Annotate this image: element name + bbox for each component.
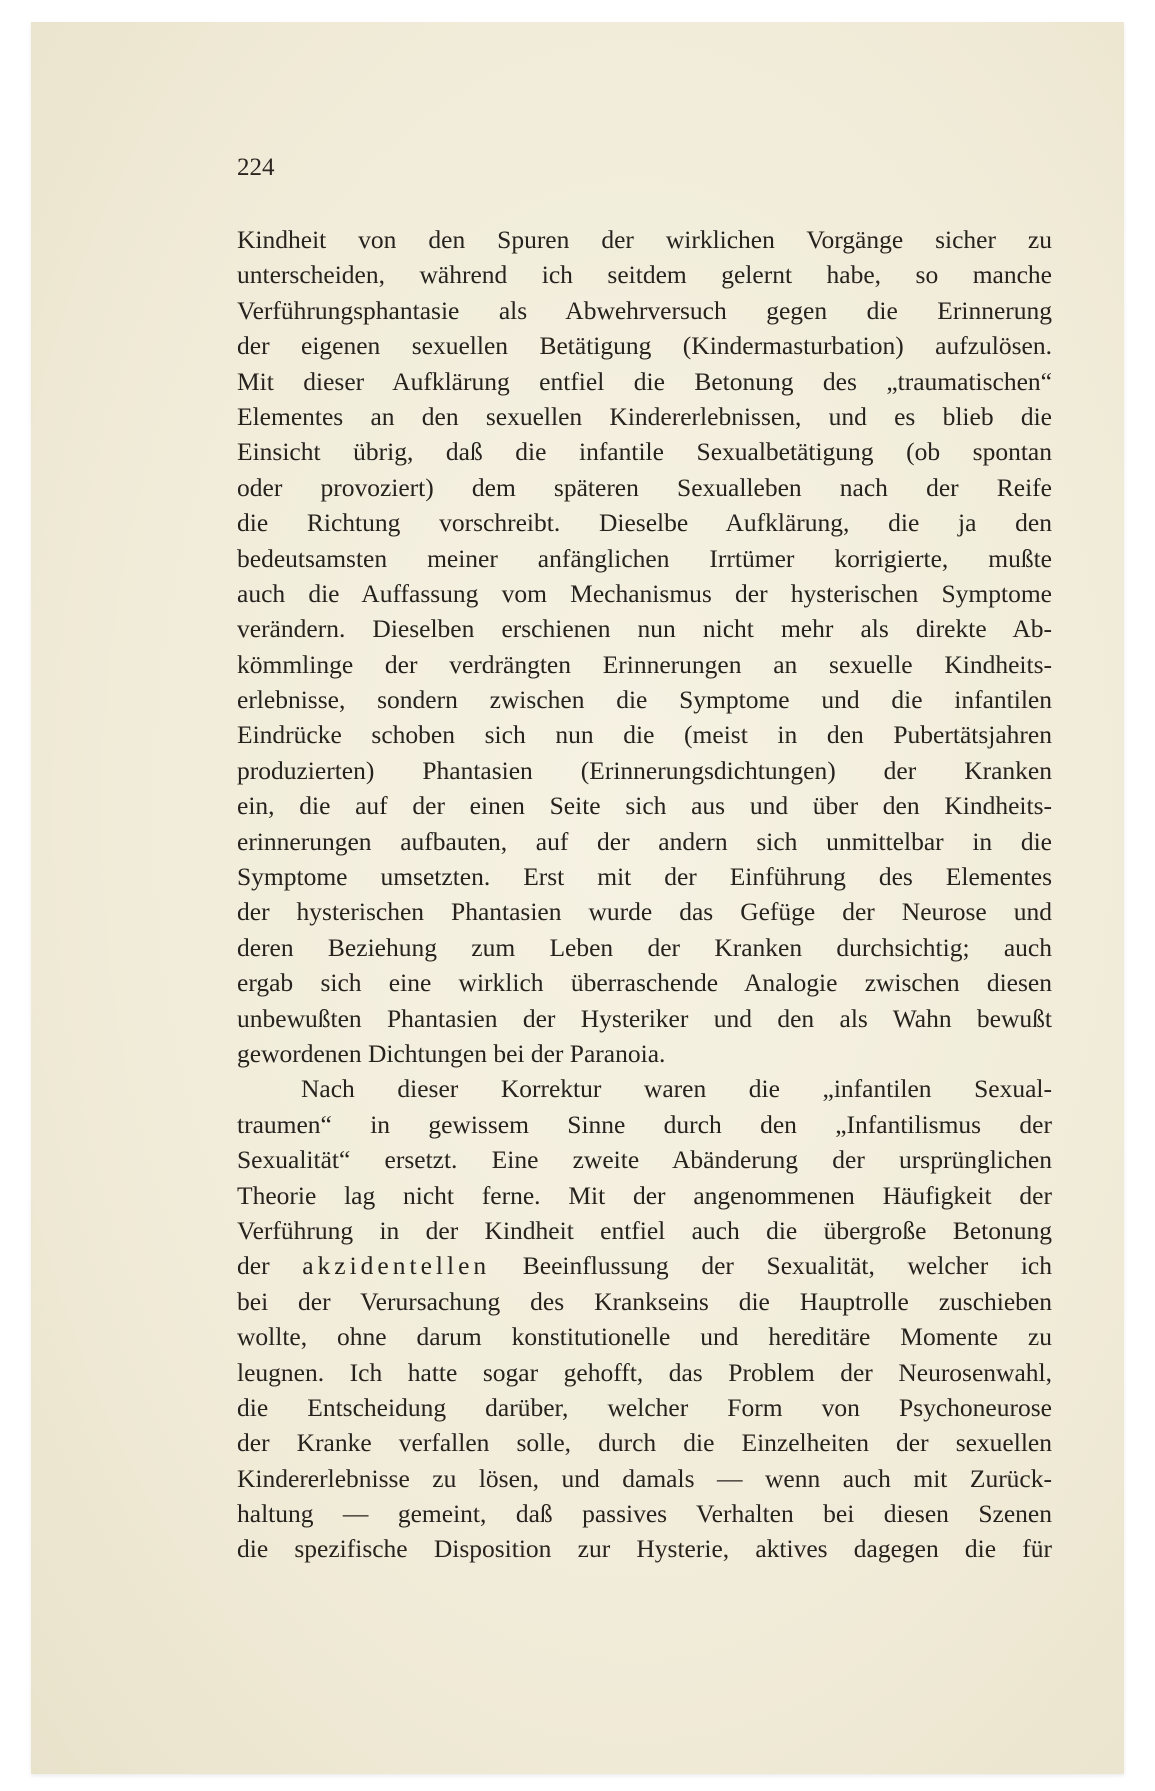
text-line: die spezifische Disposition zur Hysterie, aktives dagegen die für	[237, 1534, 1052, 1564]
page-number: 224	[237, 154, 275, 181]
text-line: Verführung in der Kindheit entfiel auch die übergroße Betonung	[237, 1215, 1052, 1245]
text-line: der hysterischen Phantasien wurde das Gefüge der Neurose und	[237, 897, 1052, 927]
text-line: Verführungsphantasie als Abwehrversuch gegen die Erinnerung	[237, 295, 1052, 325]
text-line: Symptome umsetzten. Erst mit der Einführung des Elementes	[237, 862, 1052, 892]
text-line: ergab sich eine wirklich überraschende Analogie zwischen diesen	[237, 968, 1052, 998]
body-text	[237, 222, 1052, 1567]
text-line: auch die Auffassung vom Mechanismus der hysterischen Symptome	[237, 578, 1052, 608]
text-line: Eindrücke schoben sich nun die (meist in den Pubertätsjahren	[237, 720, 1052, 750]
text-line: Elementes an den sexuellen Kindererlebnissen, und es blieb die	[237, 401, 1052, 431]
text-line: Kindererlebnisse zu lösen, und damals — wenn auch mit Zurück-	[237, 1463, 1052, 1493]
text-line: oder provoziert) dem späteren Sexualleben nach der Reife	[237, 472, 1052, 502]
text-line: Sexualität“ ersetzt. Eine zweite Abänderung der ursprünglichen	[237, 1145, 1052, 1175]
text-line: traumen“ in gewissem Sinne durch den „Infantilismus der	[237, 1109, 1052, 1139]
text-line: unterscheiden, während ich seitdem gelernt habe, so manche	[237, 260, 1052, 290]
text-line: Einsicht übrig, daß die infantile Sexualbetätigung (ob spontan	[237, 437, 1052, 467]
text-line: deren Beziehung zum Leben der Kranken durchsichtig; auch	[237, 932, 1052, 962]
text-line: bedeutsamsten meiner anfänglichen Irrtümer korrigierte, mußte	[237, 543, 1052, 573]
text-line: unbewußten Phantasien der Hysteriker und den als Wahn bewußt	[237, 1003, 1052, 1033]
text-line: die Richtung vorschreibt. Dieselbe Aufklärung, die ja den	[237, 508, 1052, 538]
text-line: Theorie lag nicht ferne. Mit der angenommenen Häufigkeit der	[237, 1180, 1052, 1210]
text-line: kömmlinge der verdrängten Erinnerungen an sexuelle Kindheits-	[237, 649, 1052, 679]
text-line: Mit dieser Aufklärung entfiel die Betonung des „traumatischen“	[237, 366, 1052, 396]
text-line: haltung — gemeint, daß passives Verhalten bei diesen Szenen	[237, 1499, 1052, 1529]
text-line: ein, die auf der einen Seite sich aus und über den Kindheits-	[237, 791, 1052, 821]
text-line: Kindheit von den Spuren der wirklichen Vorgänge sicher zu	[237, 225, 1052, 254]
text-line: verändern. Dieselben erschienen nun nicht mehr als direkte Ab-	[237, 614, 1052, 644]
text-line: wollte, ohne darum konstitutionelle und hereditäre Momente zu	[237, 1322, 1052, 1352]
text-segment: der	[237, 1251, 270, 1281]
book-page	[31, 22, 1124, 1774]
text-line: bei der Verursachung des Krankseins die Hauptrolle zuschieben	[237, 1286, 1052, 1316]
text-line: die Entscheidung darüber, welcher Form von Psychoneurose	[237, 1392, 1052, 1422]
text-line: leugnen. Ich hatte sogar gehofft, das Problem der Neurosenwahl,	[237, 1357, 1052, 1387]
paragraph-start-line: Nach dieser Korrektur waren die „infantilen Sexual-	[301, 1074, 1052, 1104]
text-line-emphasis	[237, 1248, 1052, 1283]
text-segment: Beeinflussung der Sexualität, welcher ich	[522, 1251, 1052, 1281]
text-line: produzierten) Phantasien (Erinnerungsdichtungen) der Kranken	[237, 755, 1052, 785]
text-line: der Kranke verfallen solle, durch die Einzelheiten der sexuellen	[237, 1428, 1052, 1458]
text-line: der eigenen sexuellen Betätigung (Kindermasturbation) aufzulösen.	[237, 331, 1052, 361]
emphasized-word: akzidentellen	[302, 1251, 491, 1281]
text-line: erlebnisse, sondern zwischen die Symptome und die infantilen	[237, 685, 1052, 715]
paragraph-end-line: gewordenen Dichtungen bei der Paranoia.	[237, 1038, 666, 1068]
text-line: erinnerungen aufbauten, auf der andern sich unmittelbar in die	[237, 826, 1052, 856]
